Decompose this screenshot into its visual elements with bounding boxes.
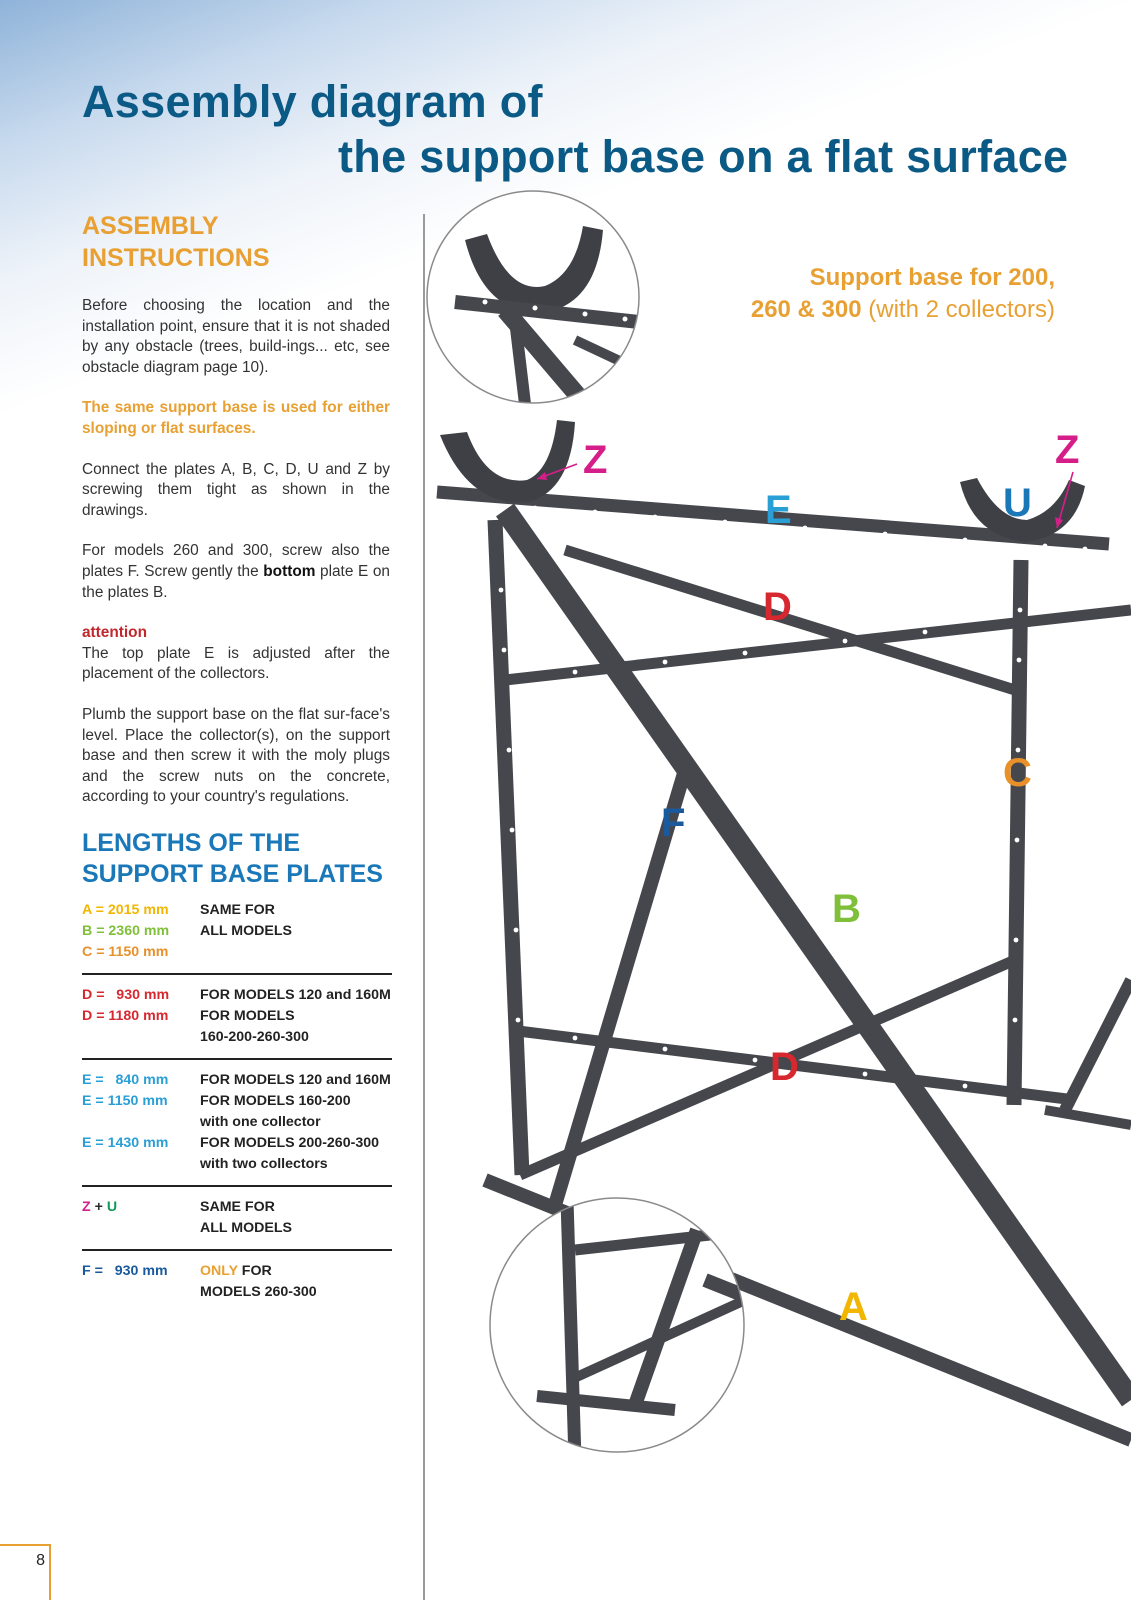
spacer (82, 1027, 200, 1048)
label-e: E (765, 488, 792, 532)
length-row (82, 1218, 410, 1239)
beam-left-post (495, 520, 522, 1175)
spacer (82, 1112, 200, 1133)
caption-line1: Support base for 200, (809, 264, 1055, 291)
u-label: U (106, 1198, 118, 1215)
length-value-e3: E = 1430 mm (82, 1134, 169, 1151)
lengths-heading (82, 828, 410, 890)
length-desc: ALL MODELS (200, 922, 292, 939)
length-row (82, 921, 410, 942)
heading-line: ASSEMBLY (82, 212, 219, 240)
beam-c (1014, 560, 1021, 1105)
length-row (82, 1006, 410, 1027)
lengths-group-e (82, 1070, 410, 1175)
lengths-group-f (82, 1261, 410, 1303)
detail-bottom (490, 1198, 755, 1460)
instruction-paragraph-location: Before choosing the location and the installation point, ensure that it is not shaded by any obstacle (trees, build-ings... etc, see obstacle diagram page 10). (82, 297, 390, 376)
length-row (82, 1027, 410, 1048)
length-desc: 160-200-260-300 (200, 1028, 309, 1045)
label-u: U (1003, 481, 1032, 525)
length-desc: SAME FOR (200, 901, 275, 918)
length-value-d1: D = 930 mm (82, 986, 170, 1003)
lengths-group-abc (82, 900, 410, 963)
heading-line: SUPPORT BASE PLATES (82, 859, 383, 888)
support-base-diagram (425, 190, 1131, 1460)
beam-right-edge (1065, 980, 1131, 1110)
length-row (82, 1282, 410, 1303)
plus-sign: + (90, 1198, 107, 1215)
label-z-left: Z (583, 438, 608, 482)
separator (82, 1185, 392, 1187)
text-run: The top plate E is adjusted after the placement of the collectors. (82, 644, 390, 683)
length-row (82, 900, 410, 921)
separator (82, 1058, 392, 1060)
length-desc (200, 1261, 272, 1282)
heading-line: LENGTHS OF THE (82, 828, 301, 857)
length-value-zu (82, 1197, 200, 1218)
label-a: A (839, 1285, 868, 1329)
separator (82, 1249, 392, 1251)
length-row (82, 1261, 410, 1282)
length-row (82, 1070, 410, 1091)
length-value-c: C = 1150 mm (82, 943, 169, 960)
caption-bold: 260 & 300 (750, 296, 862, 323)
lengths-group-d (82, 985, 410, 1048)
text-run: FOR (237, 1262, 272, 1279)
left-column (82, 210, 410, 1303)
page-number: 8 (0, 1544, 51, 1600)
length-desc: ALL MODELS (200, 1219, 292, 1236)
instruction-paragraph-attention (82, 623, 390, 685)
length-desc: with one collector (200, 1113, 321, 1130)
page-title-line2: the support base on a flat surface (338, 131, 1069, 182)
label-d-bottom: D (770, 1045, 799, 1089)
z-label: Z (82, 1198, 91, 1215)
label-c: C (1003, 751, 1032, 795)
caption-rest: (with 2 collectors) (861, 296, 1055, 323)
length-value-d2: D = 1180 mm (82, 1007, 169, 1024)
separator (82, 973, 392, 975)
length-desc: FOR MODELS 120 and 160M (200, 1071, 391, 1088)
instruction-paragraph-plumb: Plumb the support base on the flat sur-face's level. Place the collector(s), on the support base and then screw it with the moly plugs and the screw nuts on the concrete, according to your country's regulations. (82, 705, 390, 806)
length-desc: MODELS 260-300 (200, 1283, 317, 1300)
length-value-a: A = 2015 mm (82, 901, 169, 918)
instruction-paragraph-models (82, 541, 390, 603)
bolt-holes (499, 506, 1088, 1089)
instruction-paragraph-connect: Connect the plates A, B, C, D, U and Z by screwing them tight as shown in the drawings. (82, 460, 390, 519)
label-d-top: D (763, 585, 792, 629)
length-desc: FOR MODELS 200-260-300 (200, 1134, 379, 1151)
length-desc: FOR MODELS 160-200 (200, 1092, 351, 1109)
length-row (82, 942, 410, 963)
length-row (82, 1091, 410, 1112)
label-b: B (832, 887, 861, 931)
length-row (82, 1154, 410, 1175)
assembly-instructions-heading (82, 210, 410, 274)
length-desc: FOR MODELS 120 and 160M (200, 986, 391, 1003)
length-value-e1: E = 840 mm (82, 1071, 169, 1088)
beam-right-foot (1045, 1110, 1131, 1125)
length-desc: SAME FOR (200, 1198, 275, 1215)
spacer (82, 1282, 200, 1303)
text-run: plate E on the plates B. (82, 562, 390, 601)
instruction-paragraph-same-base: The same support base is used for either sloping or flat surfaces. (82, 399, 390, 437)
label-f: F (661, 801, 686, 845)
bold-text: bottom (263, 562, 316, 580)
length-row (82, 985, 410, 1006)
page-title-line1: Assembly diagram of (82, 76, 543, 127)
lengths-group-zu (82, 1197, 410, 1239)
length-row (82, 1197, 410, 1218)
only-label: ONLY (200, 1262, 238, 1279)
spacer (82, 1218, 200, 1239)
text-run: For models 260 and 300, screw also the plates F. Screw gently the (82, 542, 390, 580)
length-value-e2: E = 1150 mm (82, 1092, 168, 1109)
length-value-f: F = 930 mm (82, 1262, 168, 1279)
spacer (82, 1154, 200, 1175)
diagram-caption (751, 262, 1055, 326)
length-row (82, 1133, 410, 1154)
length-row (82, 1112, 410, 1133)
length-desc: FOR MODELS (200, 1007, 295, 1024)
length-desc: with two collectors (200, 1155, 328, 1172)
length-value-b: B = 2360 mm (82, 922, 170, 939)
attention-label: attention (82, 624, 147, 642)
heading-line: INSTRUCTIONS (82, 244, 270, 272)
label-z-right: Z (1055, 428, 1080, 472)
